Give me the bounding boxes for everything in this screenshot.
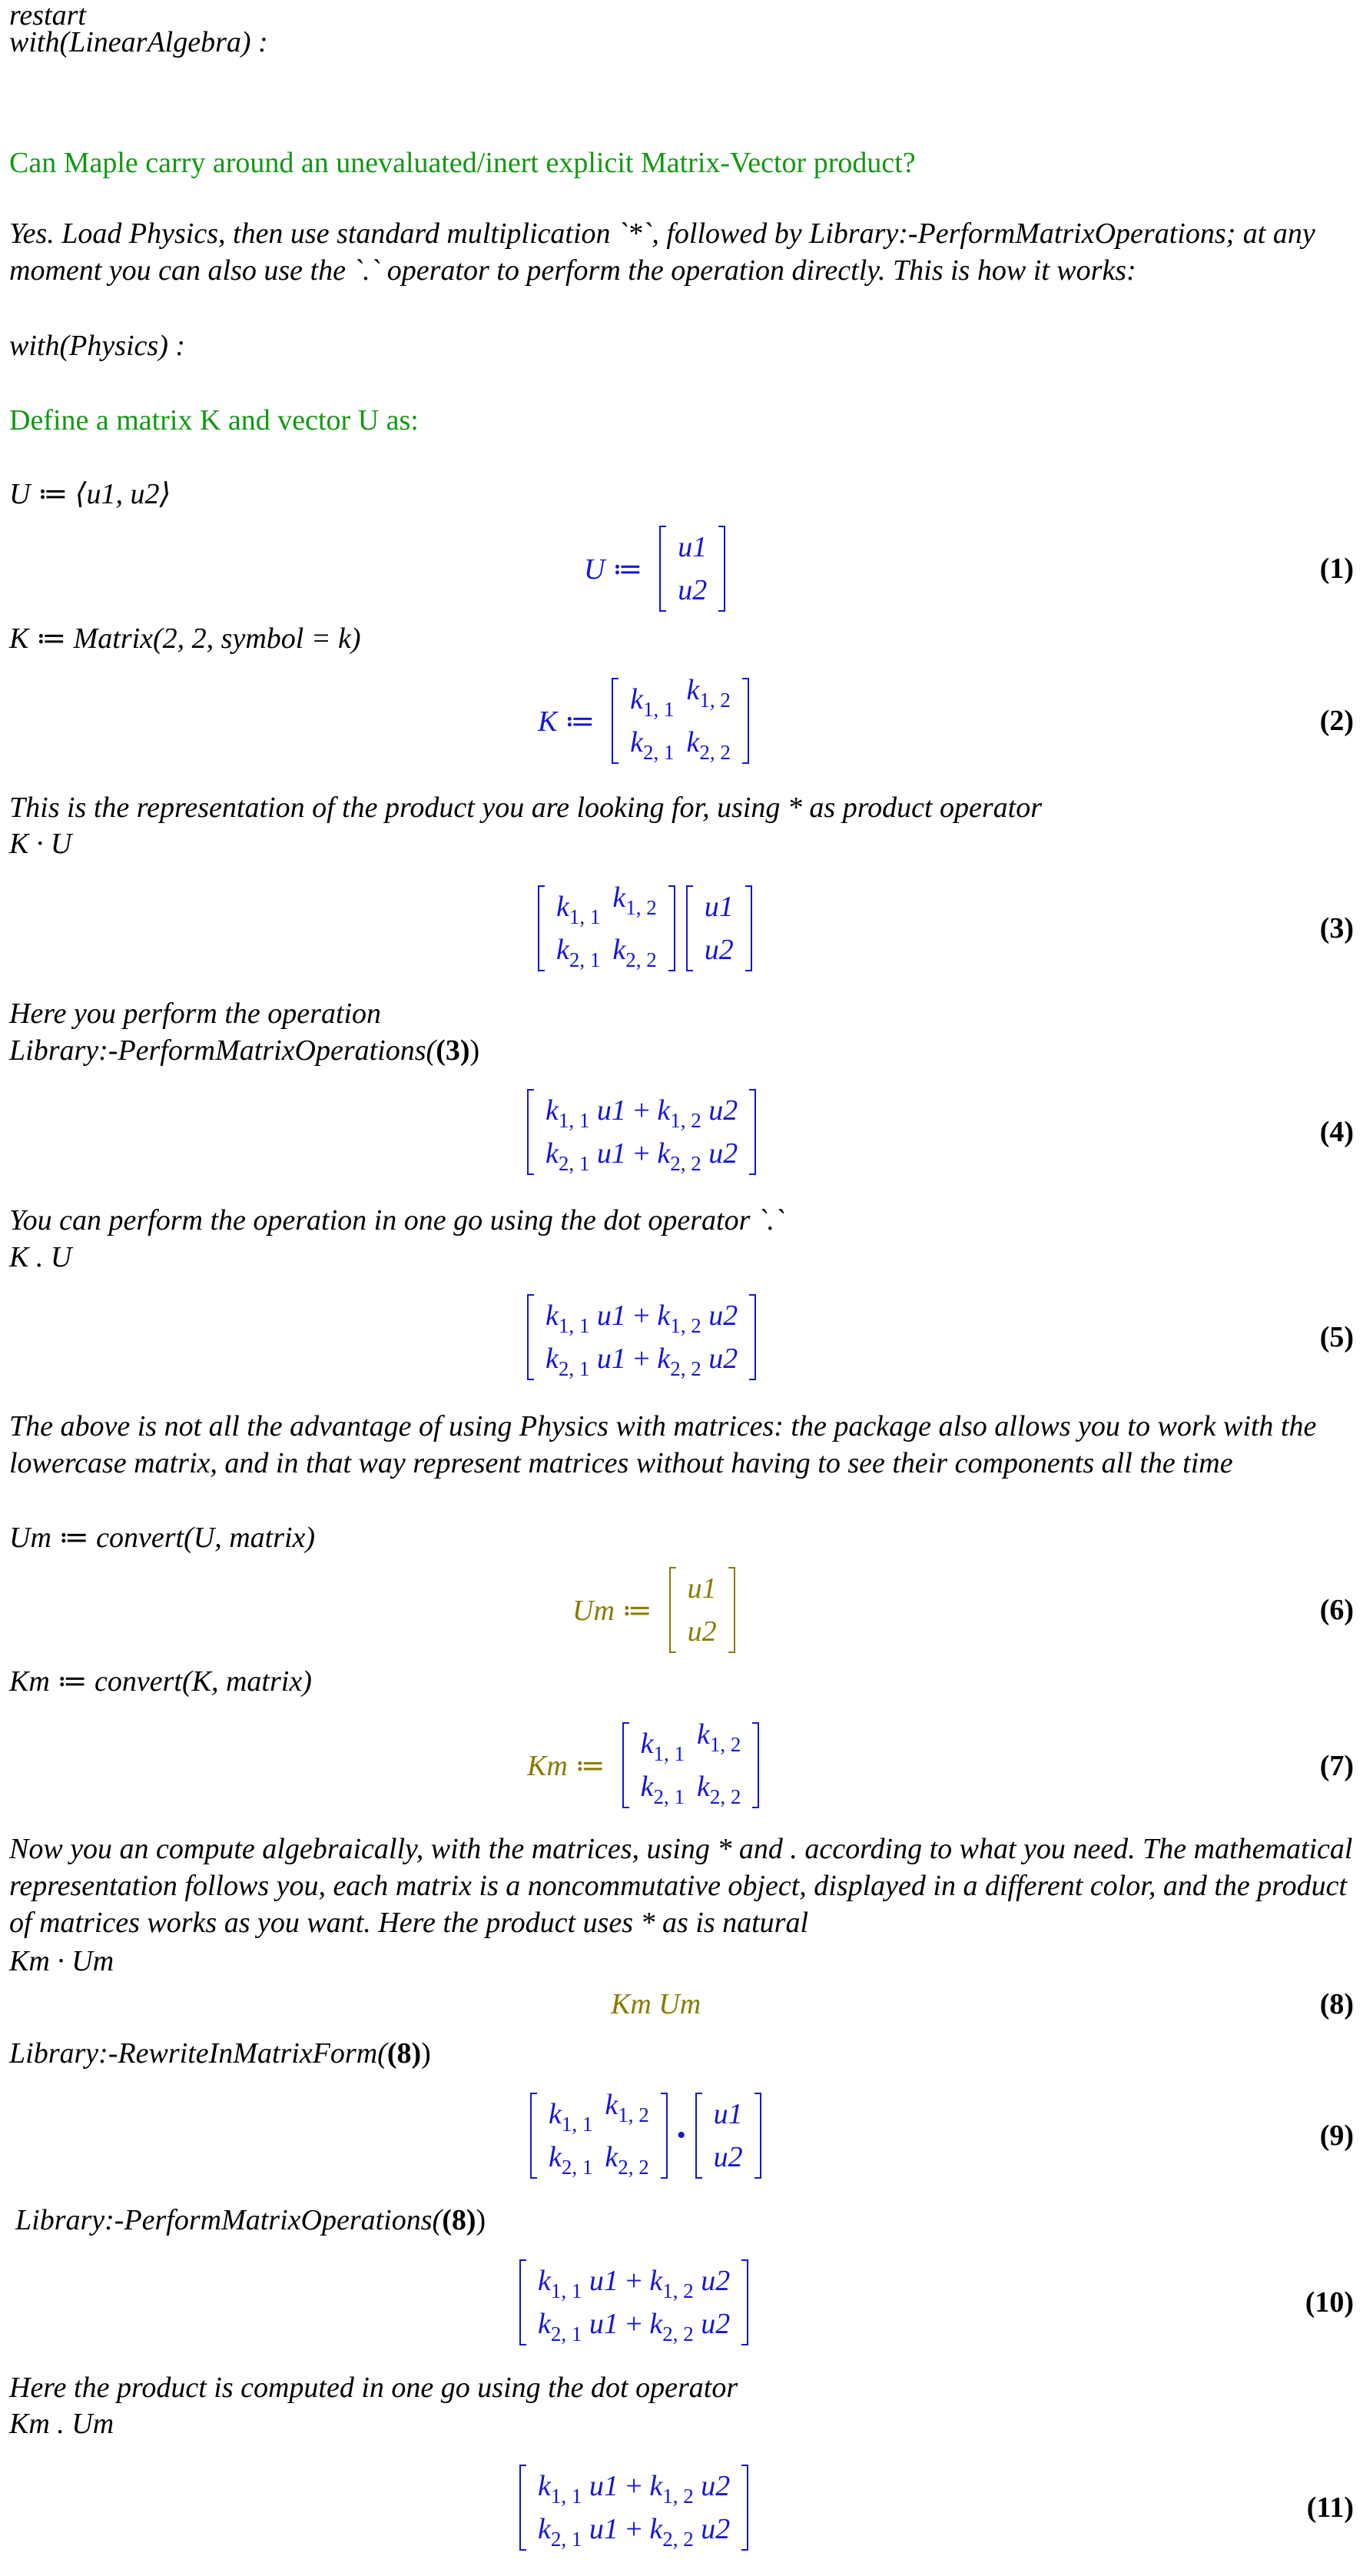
representation-text: This is the representation of the product you are looking for, using * as product operator [9,792,1043,824]
equation-number-8: (8) [1319,1988,1354,2020]
Km-assign-label: Km ≔ [527,1749,605,1782]
equation-number-1: (1) [1319,553,1354,585]
Km-matrix: $k_{1, 1}$ $k_{1, 2}$ $k_{2, 1}$ $k_{2, 2}$ [622,1722,760,1808]
one-go-text: You can perform the operation in one go using the dot operator `.` [9,1204,784,1237]
define-text: Define a matrix K and vector U as: [9,404,419,437]
output-11 [519,2450,748,2565]
equation-number-10: (10) [1305,2286,1354,2319]
perform-matrix-ops-3-command[interactable]: Library:-PerformMatrixOperations((3)) [9,1034,480,1067]
advantage-text: The above is not all the advantage of using Physics with matrices: the package also allows you to work with the lowercase matrix, and in that way represent matrices without having to see their components all the time [9,1410,1317,1479]
Km-times-Um-command[interactable]: Km · Um [9,1945,114,1977]
restart-command[interactable]: restart [9,0,86,32]
answer-text: Yes. Load Physics, then use standard multiplication `*`, followed by Library:-PerformMatrixOperations; at any moment you can also use the `.` operator to perform the operation directly. This is how it works: [9,217,1315,287]
result-vector: $k_{1, 1}$ $u1 + k_{1, 2}$ u2 $k_{2, 1}$ $u1 + k_{2, 2}$ u2 [519,2465,748,2551]
K-matrix: $k_{1, 1}$ $k_{1, 2}$ $k_{2, 1}$ $k_{2, 2}$ [530,2093,668,2179]
equation-number-2: (2) [1319,705,1354,737]
output-7 [527,1708,759,1823]
equation-number-9: (9) [1319,2120,1354,2152]
output-1 [584,519,725,619]
dot-operator: • [676,2121,686,2149]
output-9 [530,2078,761,2193]
result-vector: $k_{1, 1}$ $u1 + k_{1, 2}$ u2 $k_{2, 1}$ $u1 + k_{2, 2}$ u2 [527,1089,756,1175]
output-3 [538,871,752,986]
K-times-U-command[interactable]: K · U [9,828,72,860]
output-5 [527,1280,756,1395]
perform-matrix-ops-8-command[interactable]: Library:-PerformMatrixOperations((8)) [15,2204,486,2236]
K-matrix: $k_{1, 1}$ $k_{1, 2}$ $k_{2, 1}$ $k_{2, 2}$ [612,678,749,764]
dot-go-text: Here the product is computed in one go using the dot operator [9,2372,738,2404]
U-assign-label: U ≔ [584,553,643,586]
K-assign-label: K ≔ [538,705,595,738]
entry-u1: u1 [678,531,708,563]
equation-number-4: (4) [1319,1116,1354,1148]
Um-assign-label: Um ≔ [572,1594,652,1627]
Um-vector: u1 u2 [669,1567,735,1653]
K-matrix: $k_{1, 1}$ $k_{1, 2}$ $k_{2, 1}$ $k_{2, 2}$ [538,885,675,971]
now-compute-text: Now you an compute algebraically, with the matrices, using * and . according to what you need. The mathematical representation follows you, each matrix is a noncommutative object, displayed in a different color, and the product of matrices works as you want. Here the product uses * as is natural [9,1833,1353,1939]
U-vector [659,526,725,612]
with-physics-command[interactable]: with(Physics) : [9,330,186,362]
define-K-command[interactable]: K ≔ Matrix(2, 2, symbol = k) [9,622,361,655]
equation-number-3: (3) [1319,912,1354,944]
equation-number-5: (5) [1319,1321,1354,1353]
define-Km-command[interactable]: Km ≔ convert(K, matrix) [9,1665,312,1698]
output-8 [611,1985,701,2023]
equation-number-11: (11) [1306,2491,1354,2524]
question-text: Can Maple carry around an unevaluated/inert explicit Matrix-Vector product? [9,147,916,179]
with-linearalgebra-command[interactable]: with(LinearAlgebra) : [9,26,268,58]
result-vector: $k_{1, 1}$ $u1 + k_{1, 2}$ u2 $k_{2, 1}$ $u1 + k_{2, 2}$ u2 [519,2259,748,2345]
Km-Um-product: Km Um [611,1988,701,2020]
output-10 [519,2245,748,2360]
output-2 [538,663,749,778]
equation-number-6: (6) [1319,1594,1354,1626]
K-dot-U-command[interactable]: K . U [9,1241,72,1273]
Km-dot-Um-command[interactable]: Km . Um [9,2408,114,2440]
U-vector: u1 u2 [695,2093,761,2179]
result-vector: $k_{1, 1}$ $u1 + k_{1, 2}$ u2 $k_{2, 1}$ $u1 + k_{2, 2}$ u2 [527,1294,756,1380]
output-4 [527,1074,756,1190]
define-Um-command[interactable]: Um ≔ convert(U, matrix) [9,1522,316,1554]
define-U-command[interactable]: U ≔ ⟨u1, u2⟩ [9,478,171,510]
here-perform-text: Here you perform the operation [9,998,382,1030]
equation-number-7: (7) [1319,1750,1354,1782]
entry-u2: u2 [678,574,708,606]
U-vector: u1 u2 [686,885,752,971]
rewrite-in-matrix-form-command[interactable]: Library:-RewriteInMatrixForm((8)) [9,2037,431,2070]
output-6 [572,1560,735,1660]
